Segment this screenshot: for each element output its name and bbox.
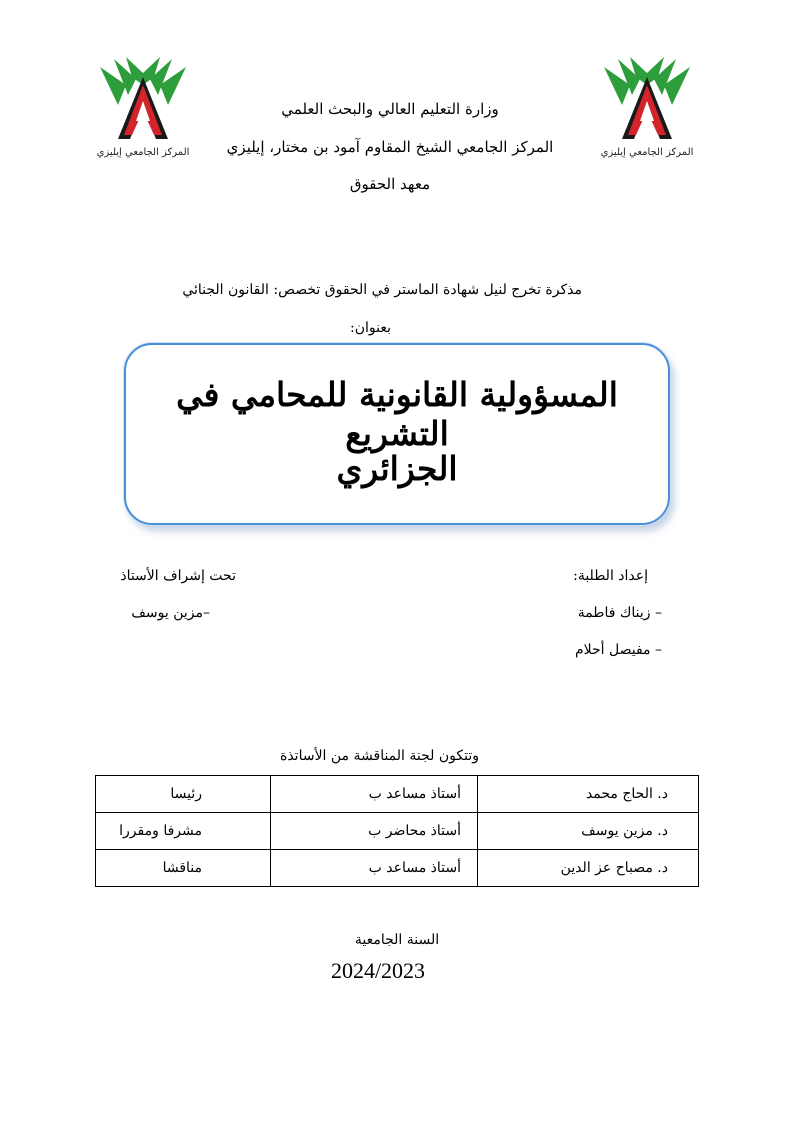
- academic-year-label: السنة الجامعية: [354, 932, 440, 948]
- logo-caption: المركز الجامعي إيليزي: [96, 147, 190, 158]
- member-role: مشرفا ومقررا: [96, 813, 271, 850]
- member-name: د. مصباح عز الدين: [478, 850, 699, 887]
- thesis-title-line1: المسؤولية القانونية للمحامي في التشريع: [176, 375, 618, 453]
- thesis-title-line2: الجزائري: [336, 449, 458, 488]
- table-row: [96, 850, 699, 887]
- institute-name: معهد الحقوق: [349, 175, 431, 193]
- university-logo-left: [96, 55, 190, 167]
- table-row: [96, 813, 699, 850]
- ministry-name: وزارة التعليم العالي والبحث العلمي: [281, 100, 499, 118]
- member-role: رئيسا: [96, 776, 271, 813]
- university-center-name: المركز الجامعي الشيخ المقاوم آمود بن مختار، إيليزي: [226, 138, 554, 156]
- member-name: د. الحاج محمد: [478, 776, 699, 813]
- committee-table: [95, 775, 699, 887]
- students-label: إعداد الطلبة:: [573, 568, 648, 584]
- student-name-2: – مفيصل أحلام: [574, 642, 662, 658]
- member-name: د. مزين يوسف: [478, 813, 699, 850]
- university-emblem-icon: [96, 55, 190, 145]
- title-label: بعنوان:: [350, 320, 391, 336]
- member-rank: أستاذ مساعد ب: [271, 776, 478, 813]
- table-row: [96, 776, 699, 813]
- title-box: [124, 343, 670, 525]
- member-role: مناقشا: [96, 850, 271, 887]
- academic-year-value: 2024/2023: [330, 958, 426, 983]
- committee-intro: وتتكون لجنة المناقشة من الأساتذة: [280, 748, 479, 764]
- member-rank: أستاذ مساعد ب: [271, 850, 478, 887]
- student-name-1: – زيناك فاطمة: [577, 605, 662, 621]
- university-logo-right: [600, 55, 694, 167]
- member-rank: أستاذ محاضر ب: [271, 813, 478, 850]
- supervisor-label: تحت إشراف الأستاذ: [120, 568, 236, 584]
- memo-subtitle: مذكرة تخرج لنيل شهادة الماستر في الحقوق تخصص: القانون الجنائي: [182, 282, 582, 298]
- university-emblem-icon: [600, 55, 694, 145]
- supervisor-name: –مزين يوسف: [131, 605, 210, 621]
- logo-caption: المركز الجامعي إيليزي: [600, 147, 694, 158]
